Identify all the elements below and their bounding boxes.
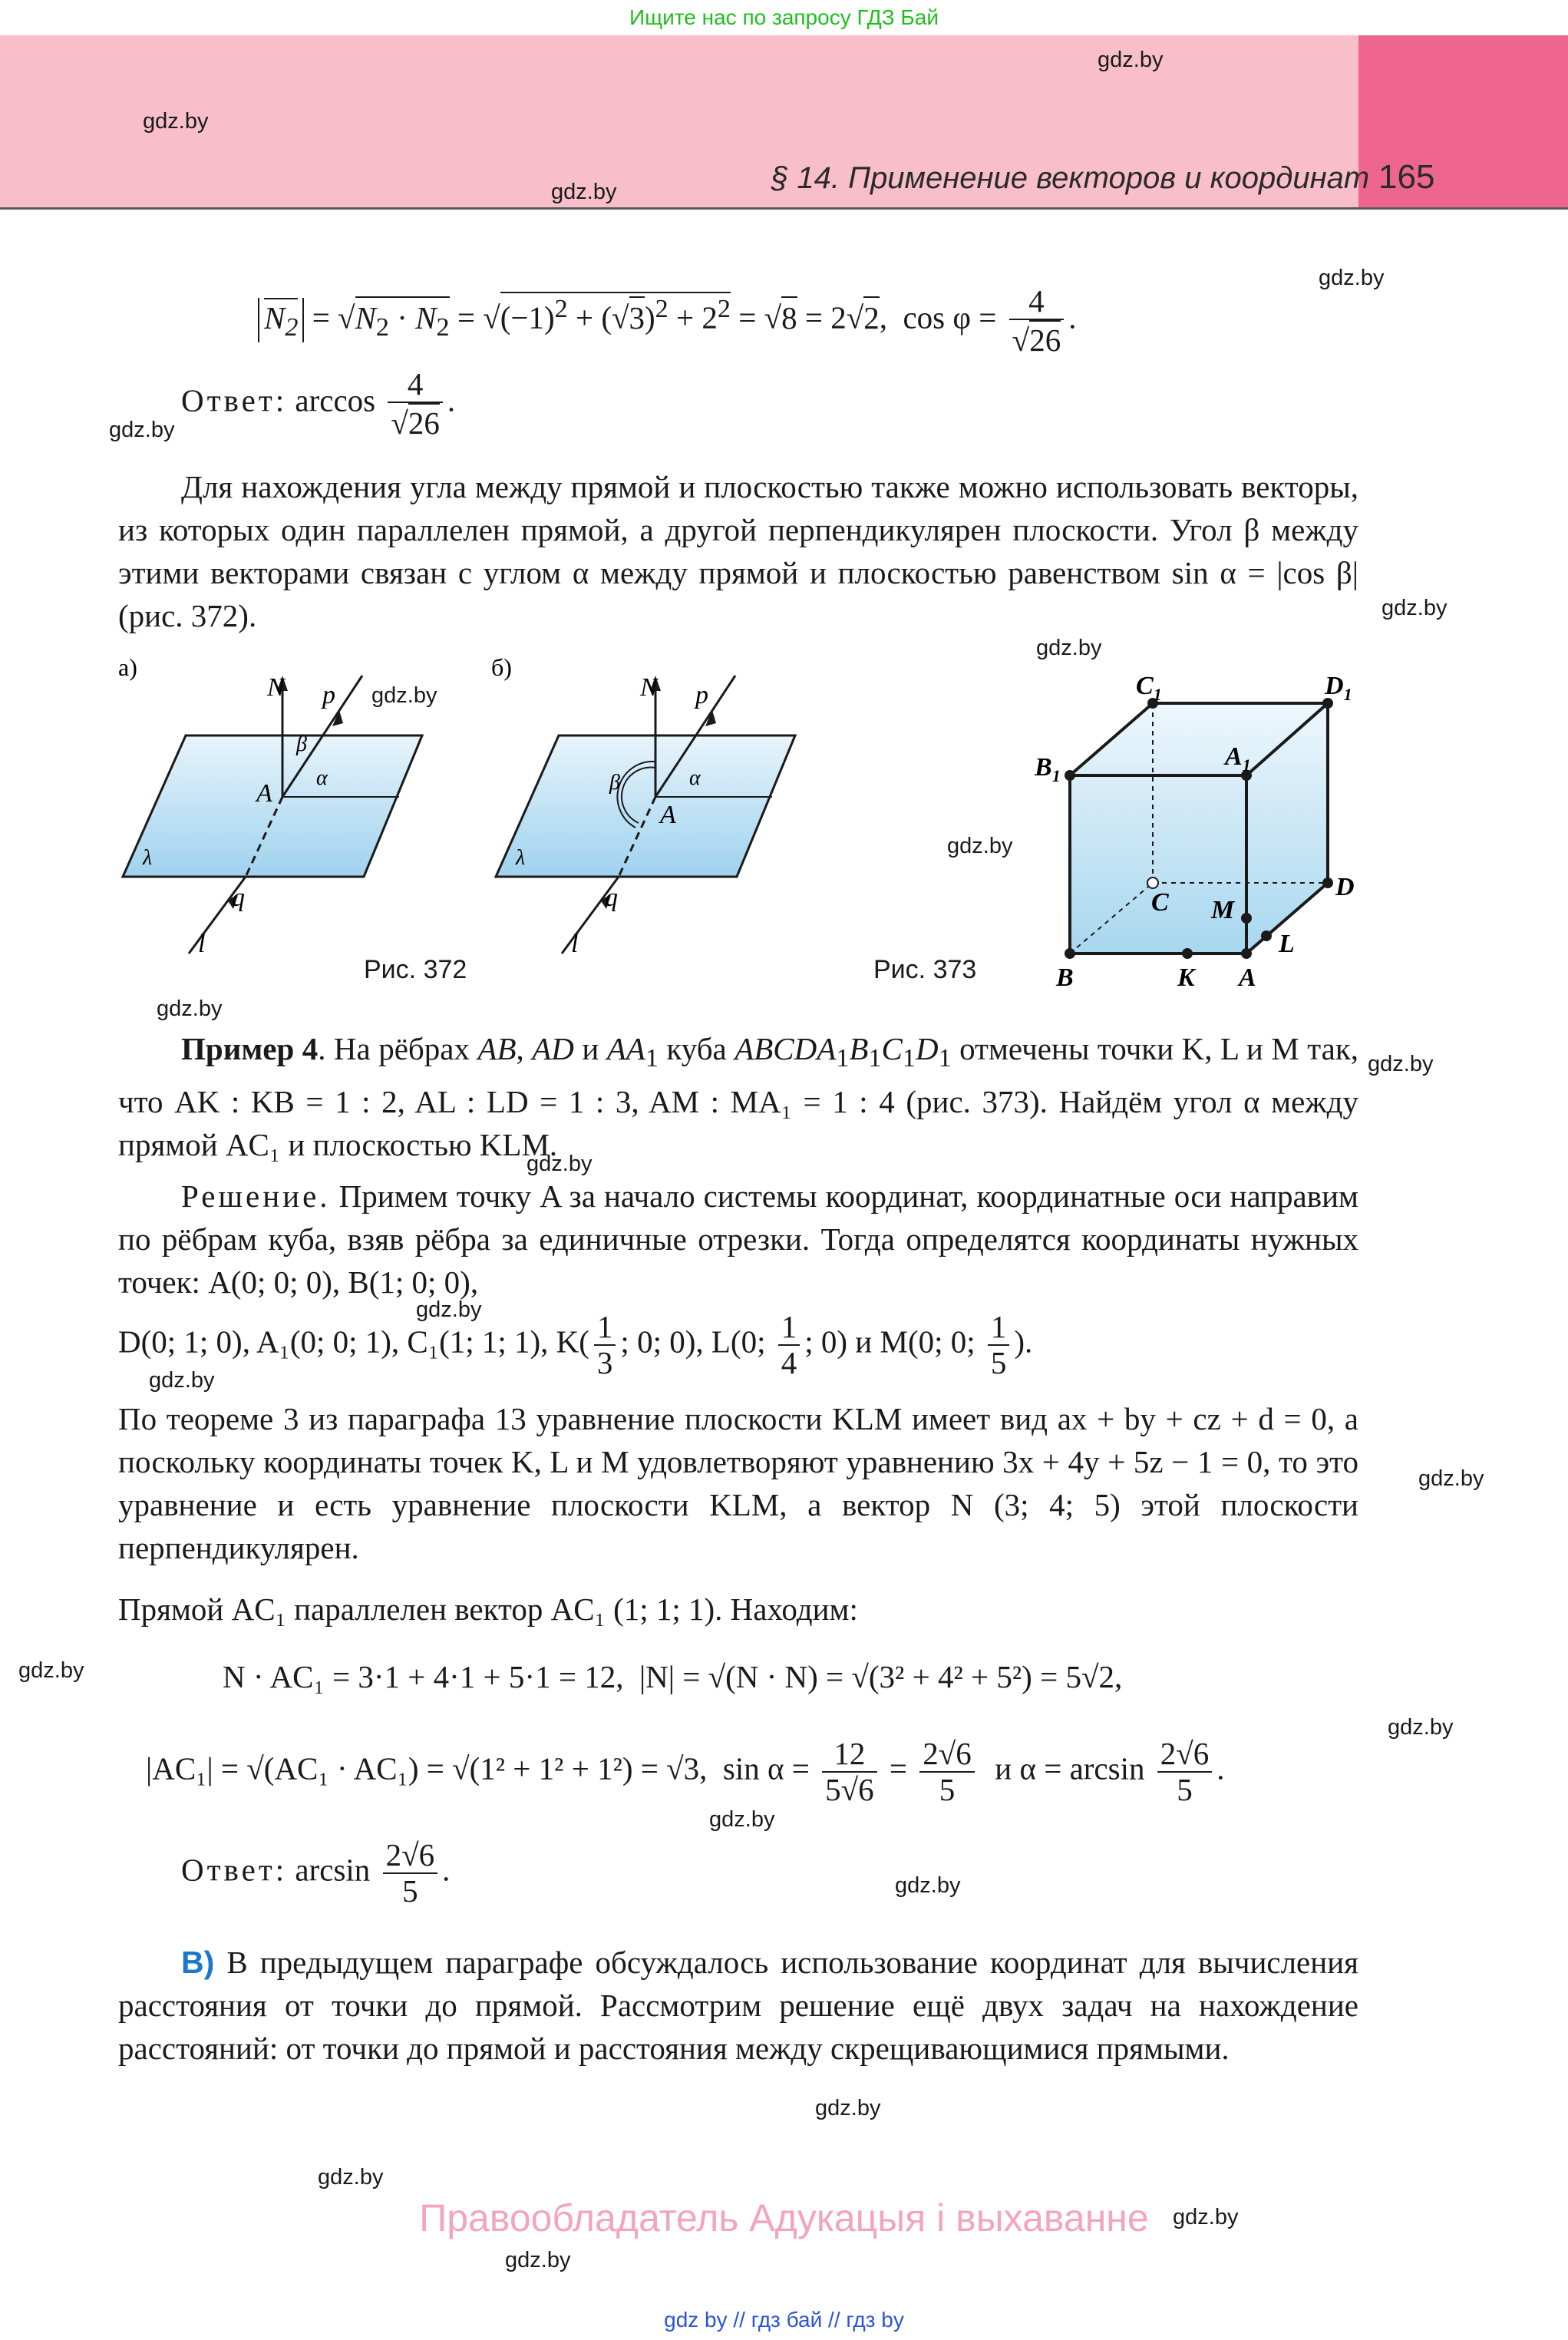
solution-plane-paragraph: По теореме 3 из параграфа 13 уравнение плоскости KLM имеет вид ax + by + cz + d = 0, а поскольку координаты точек K, L и M удовлетворяют уравнению 3x + 4y + 5z − 1 = 0, то это уравнение и есть уравнение плоскости KLM, а вектор N (3; 4; 5) этой плоскости перпендикулярен. [118, 1401, 1358, 1565]
watermark: gdz.by [1368, 1052, 1434, 1076]
watermark: gdz.by [318, 2165, 384, 2190]
formula-norm-n2: $N_2 = √N_2 \cdot N_2 = √(-1)^2 + (√3)^2 + 2^2 = √8 = 2√2$, cos φ = $\frac{4}{√26}$ . [258, 284, 1076, 358]
paragraph-angle-line-plane: Для нахождения угла между прямой и плоскостью также можно использовать векторы, из которых один параллелен прямой, а другой перпендикулярен плоскости. Угол β между этими векторами связан с углом α между прямой и плоскостью равенством sin α = |cos β| (рис. 372). [118, 469, 1358, 633]
part-v-paragraph: В) В предыдущем параграфе обсуждалось использование координат для вычисления расстояния от точки до прямой. Рассмотрим решение ещё двух задач на нахождение расстояний: от точки до прямой и расстояния между скрещивающимися прямыми. [118, 1945, 1358, 2066]
label-b: б) [491, 653, 512, 681]
watermark: gdz.by [149, 1368, 215, 1393]
top-hint: Ищите нас по запросу ГДЗ Бай [629, 5, 939, 29]
svg-text:l: l [198, 930, 206, 958]
section-title: § 14. Применение векторов и координат [771, 161, 1370, 195]
bottom-links[interactable]: gdz by // гдз бай // гдз by [664, 2308, 904, 2332]
watermark: gdz.by [1098, 48, 1164, 72]
watermark: gdz.by [1388, 1715, 1454, 1740]
watermark: gdz.by [1381, 596, 1448, 620]
plane-lambda [496, 735, 795, 877]
svg-text:q: q [605, 884, 618, 912]
svg-text:p: p [695, 681, 708, 709]
plane-lambda [123, 735, 422, 877]
svg-text:λ: λ [516, 846, 526, 870]
figure-372a [115, 653, 437, 960]
svg-text:C1: $C_1$ [1136, 672, 1162, 704]
svg-text:α: α [316, 766, 328, 790]
svg-text:A: A [256, 779, 272, 808]
watermark: gdz.by [1418, 1466, 1484, 1491]
watermark: gdz.by [157, 996, 223, 1021]
figure-372b [488, 653, 810, 960]
svg-text:N: N [640, 673, 658, 702]
footer-credit: Правообладатель Адукацыя і выхаванне [419, 2196, 1149, 2239]
watermark: gdz.by [895, 1873, 961, 1898]
svg-text:L: L [1279, 930, 1295, 958]
watermark: gdz.by [551, 180, 617, 204]
figure-372-caption: Рис. 372 [364, 955, 467, 984]
watermark: gdz.by [416, 1297, 482, 1322]
svg-text:K: K [1177, 963, 1195, 992]
svg-text:A: A [1239, 963, 1256, 992]
svg-text:β: β [609, 771, 620, 795]
svg-text:λ: λ [143, 846, 153, 870]
figure-373-caption: Рис. 373 [873, 955, 977, 984]
svg-text:B1: $B_1$ [1035, 753, 1061, 785]
label-a: а) [118, 653, 137, 681]
watermark: gdz.by [109, 418, 175, 442]
svg-text:β: β [296, 732, 307, 756]
watermark: gdz.by [815, 2096, 881, 2120]
svg-text:D: D [1335, 873, 1355, 901]
solution-ac1-line: Прямой AC₁ параллелен вектор AC₁ (1; 1; 1). Находим: [118, 1591, 858, 1627]
solution-text: Решение. Примем точку A за начало системы координат, координатные оси направим по рёбрам куба, взяв рёбра за единичные отрезки. Тогда определятся координаты нужных точек: A(0; 0; 0), B(1; 0; 0), [118, 1178, 1358, 1300]
figure-373-cube [1021, 660, 1374, 998]
svg-text:B: B [1056, 963, 1074, 992]
answer-2: Ответ: arcsin $\frac{2√6}{5}$ . [181, 1837, 451, 1909]
svg-text:N: N [267, 673, 285, 702]
svg-text:D1: $D_1$ [1325, 672, 1352, 704]
watermark: gdz.by [527, 1152, 593, 1176]
solution-coords-line: D(0; 1; 0), A₁(0; 0; 1), C₁(1; 1; 1), K( $\frac{1}{3}$ ; 0; 0), L(0; $\frac{1}{4}$ ; 0) и M(0; 0; $\frac{1}{5}$ ). [118, 1309, 1033, 1381]
watermark: gdz.by [143, 109, 209, 134]
answer-1: Ответ: arccos $\frac{4}{√26}$ . [181, 366, 456, 441]
example-4: Пример 4. На рёбрах AB, AD и $AA_1$ куба $ABCDA_1B_1C_1D_1$ отмечены точки K, L и M так, что AK : KB = 1 : 2, AL : LD = 1 : 3, AM : MA₁ = 1 : 4 (рис. 373). Найдём угол α между прямой AC₁ и плоскостью KLM. [118, 1031, 1359, 1163]
svg-text:M: M [1211, 896, 1235, 924]
header-rule [0, 207, 1568, 210]
svg-text:p: p [322, 681, 335, 709]
svg-text:C: C [1151, 888, 1169, 917]
watermark: gdz.by [505, 2248, 571, 2272]
formula-sin-alpha: |AC₁| = √(AC₁ · AC₁) = √(1² + 1² + 1²) = √3, sin α = $\frac{12}{5√6}$ = $\frac{2√6}{5}$ и α = arcsin $\frac{2√6}{5}$ . [146, 1736, 1225, 1808]
svg-text:l: l [571, 930, 579, 958]
page-number: 165 [1378, 158, 1435, 196]
watermark: gdz.by [709, 1807, 775, 1832]
svg-text:q: q [232, 884, 245, 912]
watermark: gdz.by [1173, 2205, 1239, 2229]
watermark: gdz.by [18, 1658, 84, 1683]
svg-text:A: A [660, 801, 676, 829]
watermark: gdz.by [371, 683, 437, 708]
watermark: gdz.by [1319, 266, 1385, 290]
formula-dot-and-norm: N · AC₁ = 3·1 + 4·1 + 5·1 = 12, |N| = √(N · N) = √(3² + 4² + 5²) = 5√2, [223, 1659, 1123, 1694]
svg-text:A1: $A_1$ [1225, 742, 1251, 775]
svg-text:α: α [689, 766, 701, 790]
watermark: gdz.by [1036, 636, 1102, 660]
watermark: gdz.by [947, 834, 1013, 858]
